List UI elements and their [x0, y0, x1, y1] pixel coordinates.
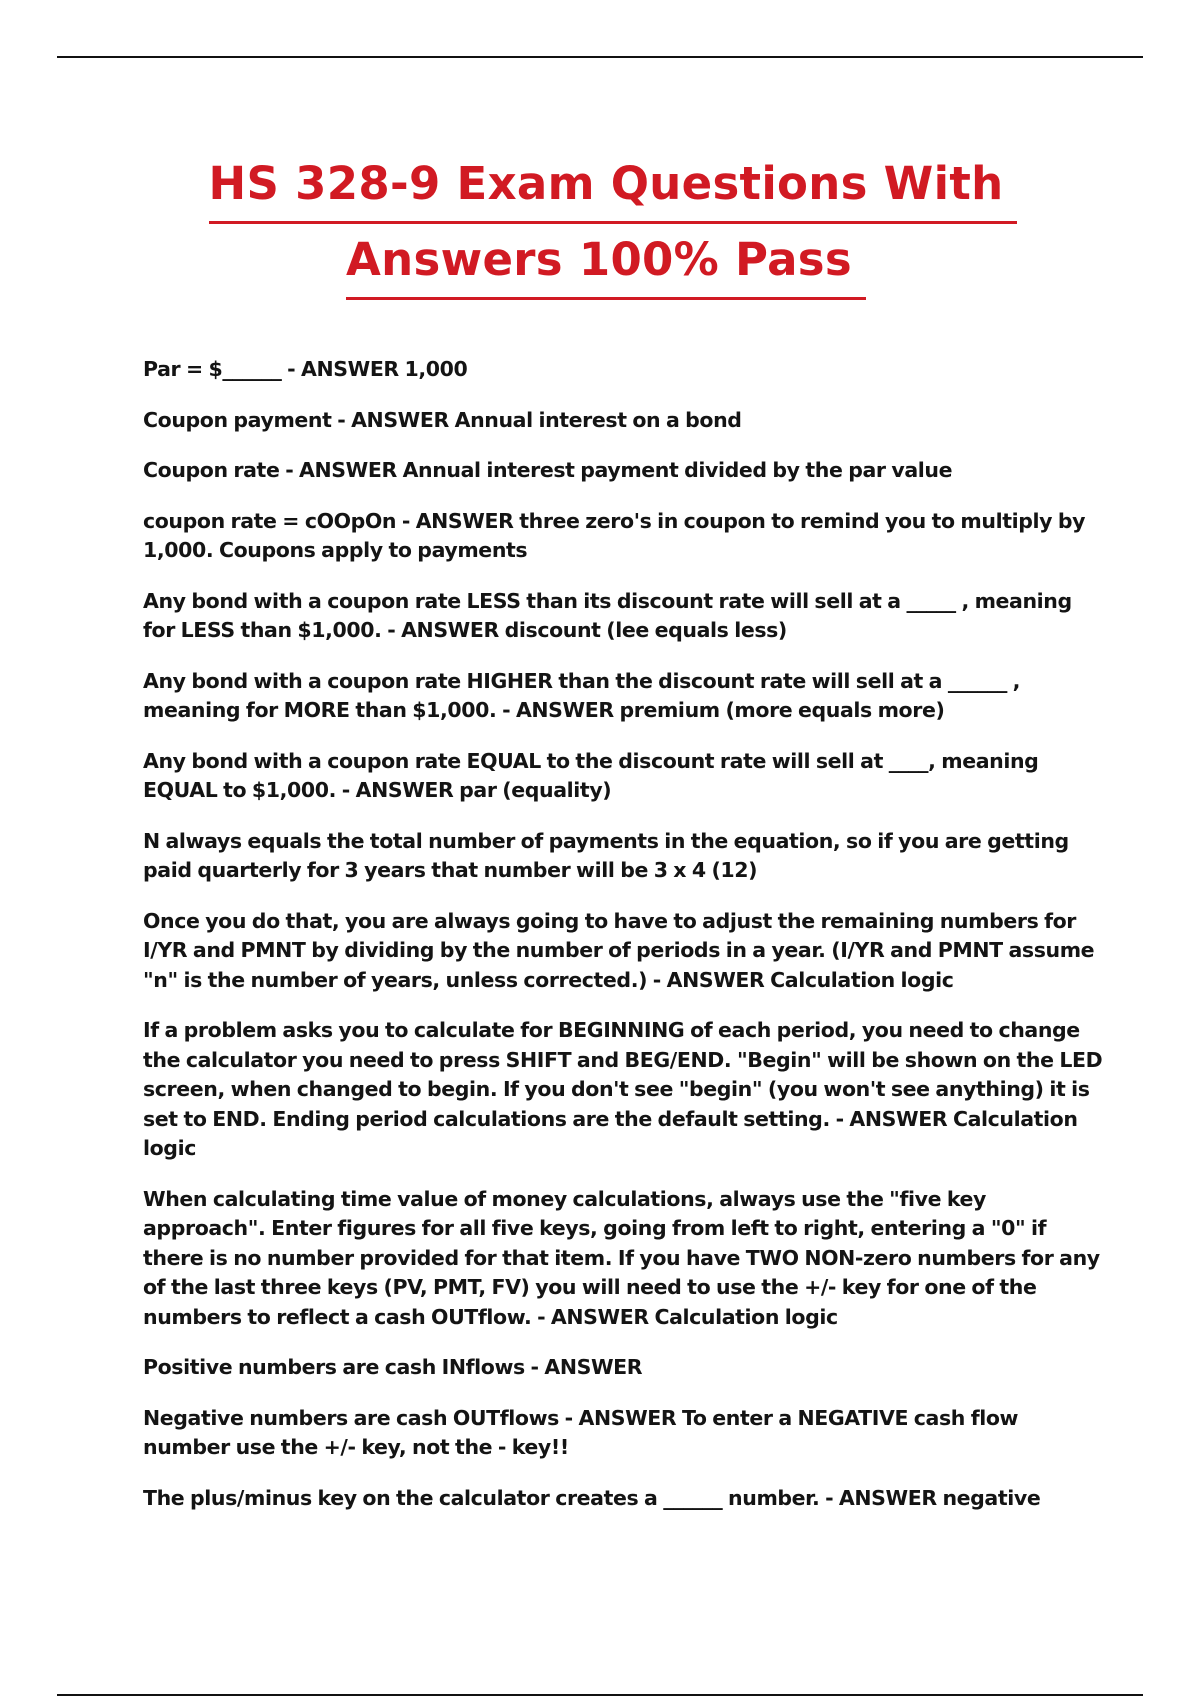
qa-item-plus-minus-key: The plus/minus key on the calculator creates a ______ number. - ANSWER negative	[143, 1485, 1041, 1510]
qa-item-discount: Any bond with a coupon rate LESS than its discount rate will sell at a _____ , meaning for LESS than $1,000. - ANSWER discount (lee equals less)	[143, 588, 1072, 642]
qa-item-par: Par = $______ - ANSWER 1,000	[143, 357, 468, 381]
title-line-1: HS 328-9 Exam Questions With	[209, 148, 1018, 224]
qa-item-coupon-payment: Coupon payment - ANSWER Annual interest on a bond	[143, 407, 742, 432]
qa-list	[143, 355, 1103, 1534]
qa-item-negative-outflows: Negative numbers are cash OUTflows - ANSWER To enter a NEGATIVE cash flow number use the +/- key, not the - key!!	[143, 1405, 1019, 1459]
qa-item-coupon-rate: Coupon rate - ANSWER Annual interest payment divided by the par value	[143, 458, 953, 482]
document-title	[0, 148, 1200, 300]
qa-item-coupon-mnemonic: coupon rate = cOOpOn - ANSWER three zero's in coupon to remind you to multiply by 1,000. Coupons apply to payments	[143, 508, 1086, 562]
qa-item-adjust-periods: Once you do that, you are always going to have to adjust the remaining numbers for I/YR and PMNT by dividing by the number of periods in a year. (I/YR and PMNT assume "n" is the number of years, unless corrected.) - ANSWER Calculation logic	[143, 908, 1095, 992]
title-line-2: Answers 100% Pass	[346, 224, 866, 300]
qa-item-premium: Any bond with a coupon rate HIGHER than the discount rate will sell at a ______ , meaning for MORE than $1,000. - ANSWER premium (more equals more)	[143, 668, 1021, 722]
header-rule	[57, 56, 1143, 58]
qa-item-five-key: When calculating time value of money calculations, always use the "five key approach". Enter figures for all five keys, going from left to right, entering a "0" if there is no number provided for that item. If you have TWO NON-zero numbers for any of the last three keys (PV, PMT, FV) you will need to use the +/- key for one of the numbers to reflect a cash OUTflow. - ANSWER Calculation logic	[143, 1186, 1100, 1329]
qa-item-beginning-period: If a problem asks you to calculate for BEGINNING of each period, you need to change the calculator you need to press SHIFT and BEG/END. "Begin" will be shown on the LED screen, when changed to begin. If you don't see "begin" (you won't see anything) it is set to END. Ending period calculations are the default setting. - ANSWER Calculation logic	[143, 1018, 1103, 1160]
footer-rule	[57, 1694, 1143, 1696]
qa-item-par-equality: Any bond with a coupon rate EQUAL to the discount rate will sell at ____, meaning EQUAL to $1,000. - ANSWER par (equality)	[143, 748, 1039, 802]
qa-item-n-payments: N always equals the total number of payments in the equation, so if you are getting paid quarterly for 3 years that number will be 3 x 4 (12)	[143, 828, 1069, 882]
qa-item-positive-inflows: Positive numbers are cash INflows - ANSWER	[143, 1355, 643, 1379]
